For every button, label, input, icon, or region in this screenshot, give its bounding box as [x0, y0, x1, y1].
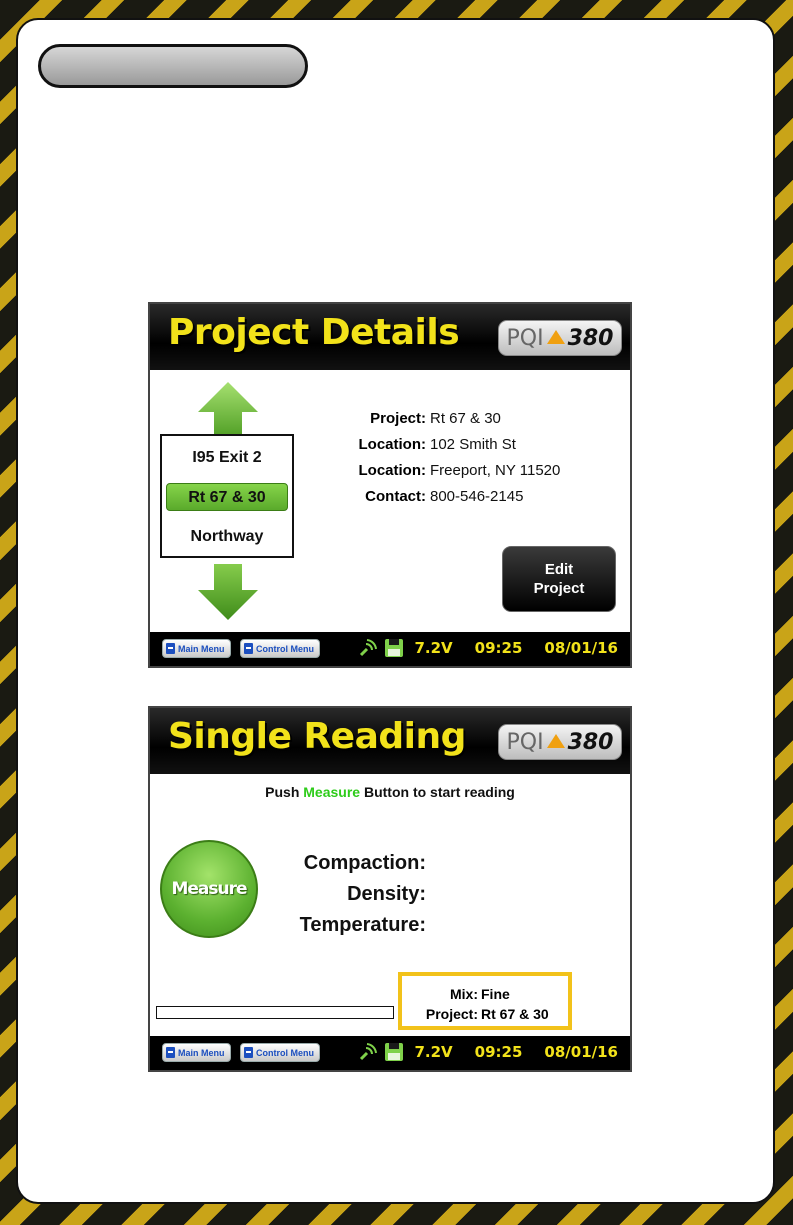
list-item-project-3[interactable]: Northway — [190, 528, 264, 545]
detail-value: 800-546-2145 — [430, 488, 524, 505]
detail-label: Contact: — [365, 488, 426, 505]
temperature-label: Temperature: — [299, 914, 426, 936]
instruction-before: Push — [265, 784, 304, 800]
control-menu-label: Control Menu — [256, 643, 314, 654]
clock-time: 09:25 — [474, 1043, 523, 1061]
list-item-project-2-selected[interactable]: Rt 67 & 30 — [166, 483, 288, 511]
edit-button-line1: Edit — [544, 561, 574, 578]
detail-row-location-city — [330, 462, 560, 488]
status-bar — [358, 1042, 618, 1062]
gps-signal-icon — [358, 638, 378, 658]
edit-project-button[interactable] — [502, 546, 616, 612]
edit-button-line2: Project — [533, 580, 585, 597]
save-disk-icon — [384, 1042, 404, 1062]
arrow-down-icon[interactable] — [196, 562, 260, 622]
screen-header — [150, 708, 630, 774]
gps-signal-icon — [358, 1042, 378, 1062]
status-icons — [358, 1042, 404, 1062]
detail-value: Rt 67 & 30 — [430, 410, 501, 427]
save-disk-icon — [384, 638, 404, 658]
main-menu-label: Main Menu — [178, 1047, 225, 1058]
project-row — [402, 1004, 568, 1024]
single-reading-screen — [148, 706, 632, 1072]
project-details-screen — [148, 302, 632, 668]
density-label: Density: — [347, 883, 426, 905]
manual-page — [16, 18, 775, 1204]
arrow-up-icon[interactable] — [196, 380, 260, 440]
logo-prefix: PQI — [506, 729, 544, 755]
instruction-text — [150, 784, 630, 800]
detail-row-project — [330, 410, 560, 436]
logo-number: 380 — [567, 325, 614, 351]
detail-label: Location: — [358, 436, 426, 453]
exit-door-icon — [244, 1047, 253, 1058]
battery-voltage: 7.2V — [414, 1043, 453, 1061]
control-menu-button[interactable] — [240, 1043, 320, 1062]
instruction-highlight: Measure — [303, 784, 361, 800]
clock-time: 09:25 — [474, 639, 523, 657]
detail-value: 102 Smith St — [430, 436, 516, 453]
pqi-380-logo — [498, 724, 622, 760]
project-list — [160, 434, 294, 558]
reading-progress-bar — [156, 1006, 394, 1019]
detail-label: Project: — [370, 410, 426, 427]
control-menu-button[interactable] — [240, 639, 320, 658]
reading-labels — [260, 848, 426, 941]
exit-door-icon — [244, 643, 253, 654]
screen-header — [150, 304, 630, 370]
logo-number: 380 — [567, 729, 614, 755]
clock-date: 08/01/16 — [544, 1043, 618, 1061]
detail-label: Location: — [358, 462, 426, 479]
detail-value: Freeport, NY 11520 — [430, 462, 561, 479]
project-label: Project: — [425, 1006, 478, 1022]
exit-door-icon — [166, 1047, 175, 1058]
project-body — [150, 370, 630, 632]
battery-voltage: 7.2V — [414, 639, 453, 657]
list-item-project-1[interactable]: I95 Exit 2 — [192, 449, 262, 466]
mix-label: Mix: — [450, 986, 478, 1002]
main-menu-label: Main Menu — [178, 643, 225, 654]
status-footer — [150, 1036, 630, 1070]
status-footer — [150, 632, 630, 666]
exit-door-icon — [166, 643, 175, 654]
instruction-after: Button to start reading — [360, 784, 515, 800]
status-icons — [358, 638, 404, 658]
status-bar — [358, 638, 618, 658]
screen-title: Project Details — [168, 312, 460, 353]
project-value: Rt 67 & 30 — [481, 1006, 549, 1022]
measure-button[interactable]: Measure — [160, 840, 258, 938]
logo-prefix: PQI — [506, 325, 544, 351]
mix-value: Fine — [481, 986, 510, 1002]
project-details — [330, 410, 560, 514]
section-tab — [38, 44, 308, 88]
mix-project-info — [398, 972, 572, 1030]
logo-mark-icon — [547, 734, 565, 748]
compaction-label: Compaction: — [303, 852, 426, 874]
detail-row-location-street — [330, 436, 560, 462]
main-menu-button[interactable] — [162, 1043, 231, 1062]
detail-row-contact — [330, 488, 560, 514]
mix-row — [402, 984, 568, 1004]
main-menu-button[interactable] — [162, 639, 231, 658]
pqi-380-logo — [498, 320, 622, 356]
logo-mark-icon — [547, 330, 565, 344]
clock-date: 08/01/16 — [544, 639, 618, 657]
screen-title: Single Reading — [168, 716, 466, 757]
control-menu-label: Control Menu — [256, 1047, 314, 1058]
